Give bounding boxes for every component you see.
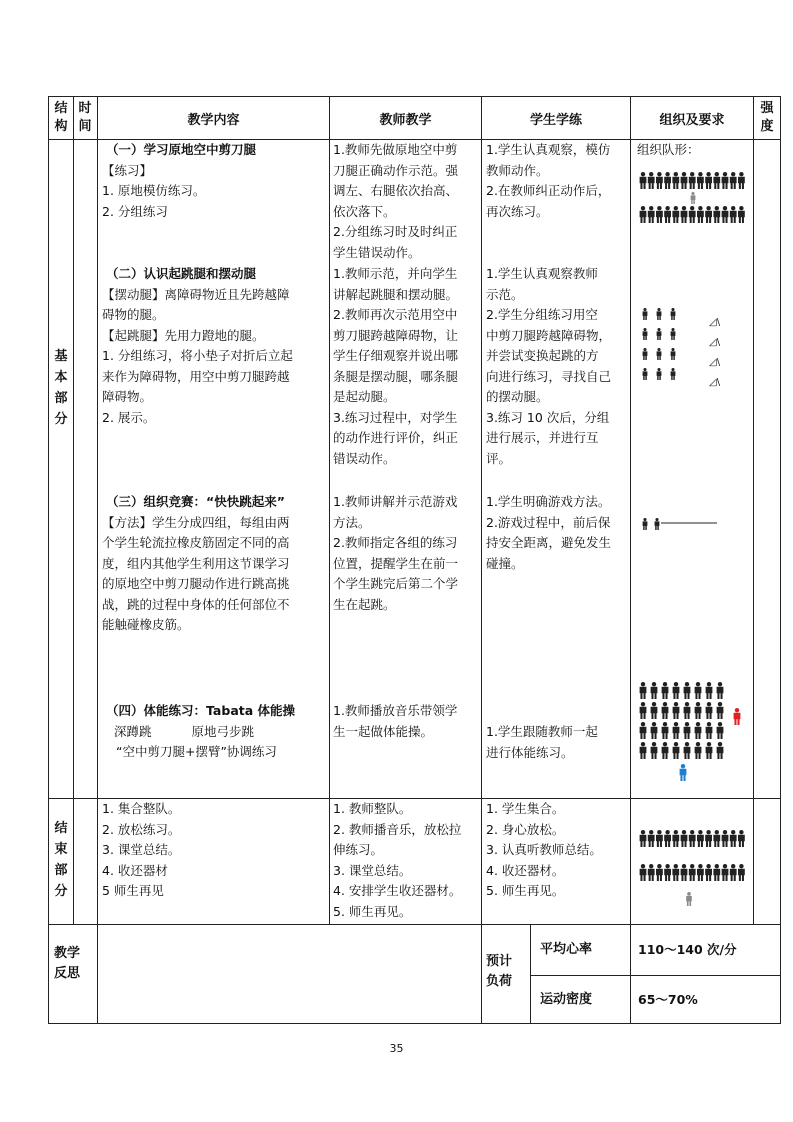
person-figure (717, 722, 724, 739)
person-figure (648, 206, 655, 223)
person-figure (640, 682, 647, 699)
sec1-org-label: 组织队形： (637, 142, 700, 157)
person-figure (643, 518, 648, 530)
person-figure (672, 830, 679, 847)
obstacle-mat: ◿\ (709, 377, 721, 388)
person-figure (640, 722, 647, 739)
person-figure (706, 742, 713, 759)
person-figure (681, 864, 688, 881)
person-figure (656, 172, 663, 189)
person-figure (640, 830, 647, 847)
person-figure (730, 864, 737, 881)
person-figure (717, 682, 724, 699)
person-figure (671, 328, 676, 340)
person-figure (684, 682, 691, 699)
person-figure (657, 308, 662, 320)
person-figure (722, 830, 729, 847)
header-organization: 组织及要求 (659, 112, 725, 128)
obstacle-mat: ◿\ (709, 337, 721, 348)
teacher-figure (691, 192, 696, 204)
person-figure (655, 518, 660, 530)
person-figure (706, 702, 713, 719)
person-figure (722, 206, 729, 223)
person-figure (681, 830, 688, 847)
sec4-content: （四）体能练习：Tabata 体能操 深蹲跳 原地弓步跳 “空中剪刀腿+摆臂”协调练习 (106, 703, 296, 759)
person-figure (662, 742, 669, 759)
person-figure (684, 702, 691, 719)
person-figure (706, 722, 713, 739)
person-figure (695, 702, 702, 719)
sec3-content: （三）组织竞赛：“快快跳起来” 【方法】学生分成四组，每组由两 个学生轮流拉橡皮筋固定不同的高 度，组内其他学生利用这节课学习 的原地空中剪刀腿动作进行跳高挑 战，跳的过程中身体的任何部位不 能触碰橡皮筋。 (102, 494, 290, 632)
person-figure (717, 742, 724, 759)
person-figure (730, 172, 737, 189)
person-figure (722, 172, 729, 189)
person-figure (697, 206, 704, 223)
person-figure (664, 864, 671, 881)
person-figure (730, 206, 737, 223)
person-figure (697, 830, 704, 847)
sec3-teacher: 1.教师讲解并示范游戏 方法。 2.教师指定各组的练习 位置，提醒学生在前一 个学生跳完后第二个学 生在起跳。 (333, 494, 459, 612)
person-figure (738, 830, 745, 847)
end-part-label: 结束部分 (54, 821, 68, 899)
person-figure (656, 830, 663, 847)
person-figure (671, 308, 676, 320)
person-figure (640, 702, 647, 719)
person-figure (705, 206, 712, 223)
person-figure (681, 206, 688, 223)
sec1-content: （一）学习原地空中剪刀腿 【练习】 1. 原地模仿练习。 2. 分组练习 (102, 142, 257, 219)
person-figure (713, 172, 720, 189)
person-figure (643, 328, 648, 340)
person-figure (672, 864, 679, 881)
header-time: 时间 (78, 101, 92, 134)
person-figure (722, 864, 729, 881)
person-figure (673, 722, 680, 739)
density-label: 运动密度 (540, 992, 593, 1007)
end-teacher: 1. 教师整队。 2. 教师播音乐，放松拉 伸练习。 3. 课堂总结。 4. 安排学生收还器材。 5. 师生再见。 (333, 801, 462, 919)
person-figure (657, 328, 662, 340)
header-intensity: 强度 (760, 101, 774, 134)
person-figure (689, 864, 696, 881)
person-figure (648, 172, 655, 189)
person-figure (662, 722, 669, 739)
person-figure (705, 864, 712, 881)
person-figure (657, 368, 662, 380)
sec1-student: 1.学生认真观察，模仿 教师动作。 2.在教师纠正动作后， 再次练习。 (486, 142, 611, 219)
person-figure (713, 864, 720, 881)
person-figure (705, 830, 712, 847)
person-figure (640, 742, 647, 759)
person-figure (695, 742, 702, 759)
person-figure (673, 682, 680, 699)
sec4-student: 1.学生跟随教师一起 进行体能练习。 (486, 724, 598, 760)
person-figure (664, 830, 671, 847)
obstacle-mat: ◿\ (709, 317, 721, 328)
basic-part-label: 基本部分 (54, 349, 68, 427)
person-figure (717, 702, 724, 719)
person-figure (738, 206, 745, 223)
teacher-figure (686, 892, 692, 906)
person-figure (738, 172, 745, 189)
person-figure (651, 702, 658, 719)
person-figure (730, 830, 737, 847)
load-label: 预计负荷 (486, 954, 513, 989)
person-figure (684, 742, 691, 759)
person-figure (664, 172, 671, 189)
person-figure (672, 206, 679, 223)
person-figure (689, 830, 696, 847)
end-content: 1. 集合整队。 2. 放松练习。 3. 课堂总结。 4. 收还器材 5 师生再见 (102, 801, 181, 898)
person-figure (640, 864, 647, 881)
person-figure (640, 206, 647, 223)
person-figure (713, 206, 720, 223)
hr-value: 110～140 次/分 (638, 942, 737, 957)
person-figure (684, 722, 691, 739)
person-figure (671, 348, 676, 360)
sec2-content: （二）认识起跳腿和摆动腿 【摆动腿】离障碍物近且先跨越障 碍物的腿。 【起跳腿】先用力蹬地的腿。 1. 分组练习，将小垫子对折后立起 来作为障碍物，用空中剪刀腿跨越 障碍物。 2. 展示。 (102, 266, 293, 425)
person-figure (662, 682, 669, 699)
density-value: 65～70% (638, 992, 698, 1007)
header-content: 教学内容 (187, 112, 240, 128)
header-teacher: 教师教学 (379, 112, 432, 128)
page-number: 35 (389, 1042, 404, 1055)
sec1-teacher: 1.教师先做原地空中剪 刀腿正确动作示范。强 调左、右腿依次抬高、 依次落下。 2.分组练习时及时纠正 学生错误动作。 (333, 142, 459, 260)
sec4-teacher: 1.教师播放音乐带领学 生一起做体能操。 (333, 703, 458, 739)
person-figure (706, 682, 713, 699)
blue-figure (680, 764, 687, 781)
person-figure (651, 722, 658, 739)
person-figure (738, 864, 745, 881)
red-figure (734, 708, 741, 725)
person-figure (681, 172, 688, 189)
person-figure (689, 206, 696, 223)
sec2-teacher: 1.教师示范，并向学生 讲解起跳腿和摆动腿。 2.教师再次示范用空中 剪刀腿跨越障碍物，让 学生仔细观察并说出哪 条腿是摆动腿，哪条腿 是起动腿。 3.练习过程中，对学生 的动作进行评价，纠正 错误动作。 (333, 266, 459, 466)
sec3-student: 1.学生明确游戏方法。 2.游戏过程中，前后保 持安全距离，避免发生 碰撞。 (486, 494, 612, 571)
person-figure (656, 864, 663, 881)
person-figure (656, 206, 663, 223)
person-figure (662, 702, 669, 719)
organization-diagrams (631, 140, 753, 924)
person-figure (673, 742, 680, 759)
header-structure: 结构 (54, 101, 68, 134)
person-figure (648, 864, 655, 881)
person-figure (713, 830, 720, 847)
person-figure (697, 864, 704, 881)
person-figure (673, 702, 680, 719)
person-figure (657, 348, 662, 360)
end-student: 1. 学生集合。 2. 身心放松。 3. 认真听教师总结。 4. 收还器材。 5. 师生再见。 (486, 801, 602, 898)
person-figure (651, 682, 658, 699)
obstacle-mat: ◿\ (709, 357, 721, 368)
person-figure (695, 682, 702, 699)
person-figure (697, 172, 704, 189)
person-figure (672, 172, 679, 189)
person-figure (705, 172, 712, 189)
person-figure (643, 368, 648, 380)
person-figure (664, 206, 671, 223)
person-figure (643, 308, 648, 320)
person-figure (671, 368, 676, 380)
person-figure (640, 172, 647, 189)
person-figure (689, 172, 696, 189)
reflection-label: 教学反思 (54, 946, 81, 981)
hr-label: 平均心率 (540, 942, 593, 957)
person-figure (695, 722, 702, 739)
person-figure (643, 348, 648, 360)
person-figure (651, 742, 658, 759)
person-figure (648, 830, 655, 847)
sec2-student: 1.学生认真观察教师 示范。 2.学生分组练习用空 中剪刀腿跨越障碍物， 并尝试变换起跳的方 向进行练习，寻找自己 的摆动腿。 3.练习 10 次后，分组 进行展示，并进行互 评。 (486, 266, 612, 466)
header-student: 学生学练 (529, 112, 582, 128)
